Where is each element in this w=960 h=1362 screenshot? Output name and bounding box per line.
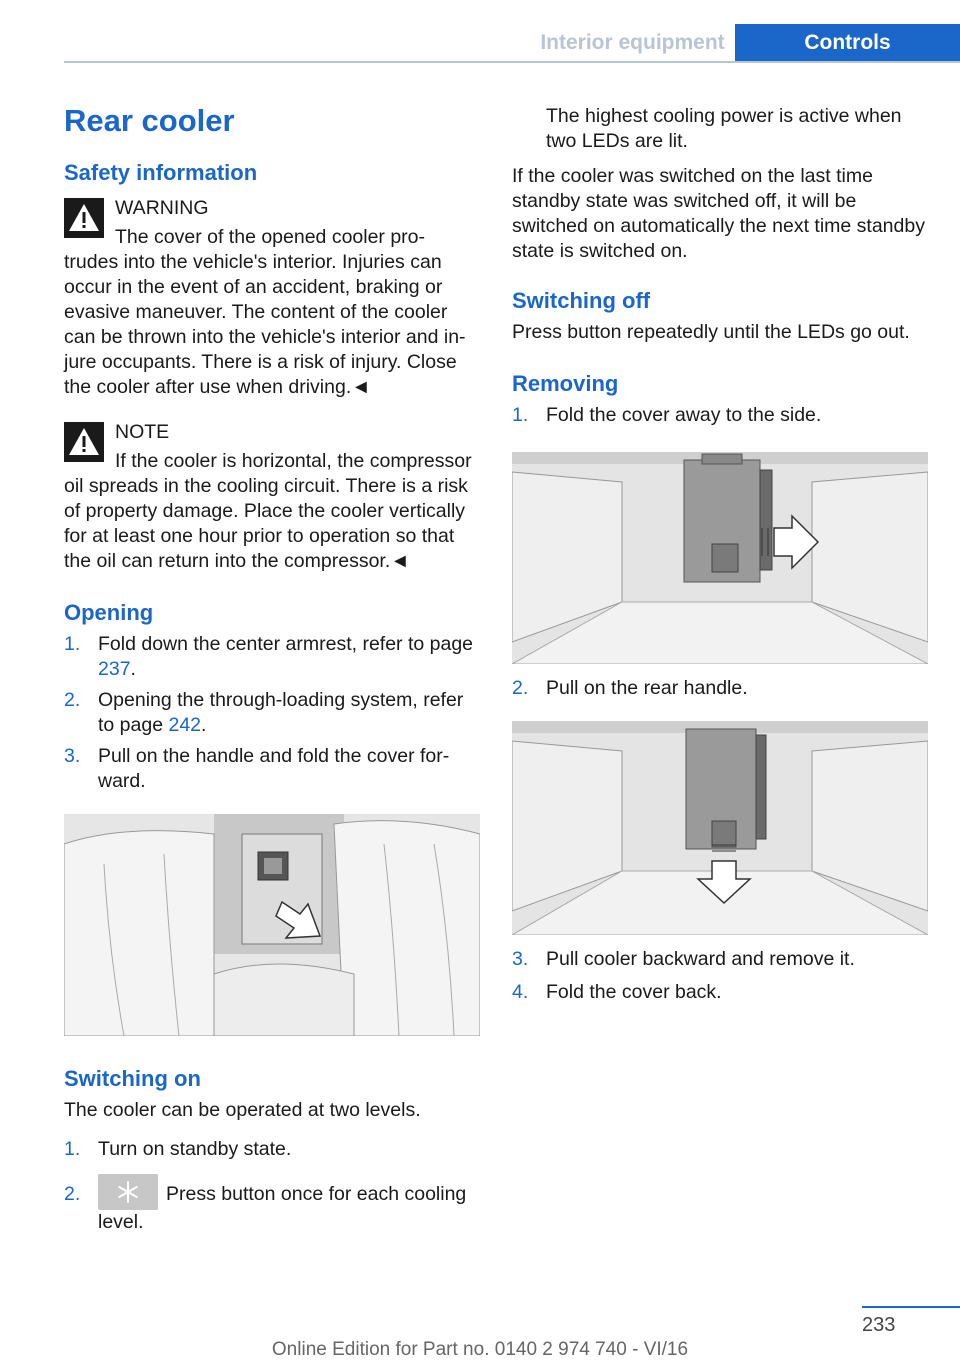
- header-nav: [530, 24, 960, 62]
- step-text: Pull on the rear handle.: [546, 677, 748, 699]
- header-divider: [64, 61, 960, 63]
- snowflake-icon: [98, 1174, 158, 1210]
- list-item: [64, 632, 482, 682]
- step-number: 2.: [64, 689, 81, 711]
- note-text: oil spreads in the cooling circuit. There is a risk of property damage. Place the cooler vertically for at least one hour prior to operation so that the oil can return into the compressor.◄: [64, 475, 468, 572]
- cooling-level-continued: The highest cooling power is active when two LEDs are lit.: [546, 105, 902, 152]
- step-text: Fold the cover away to the side.: [546, 404, 822, 426]
- step-number: 3.: [64, 745, 81, 767]
- page-number: 233: [862, 1314, 896, 1336]
- footer-divider: [862, 1306, 960, 1308]
- step-number: 1.: [512, 404, 529, 426]
- step-text: Pull cooler backward and remove it.: [546, 948, 855, 970]
- switching-on-steps: [64, 1137, 482, 1235]
- page-link-237[interactable]: 237: [98, 658, 131, 680]
- right-column: [512, 104, 930, 1005]
- page-title: Rear cooler: [64, 103, 235, 138]
- note-label: NOTE: [115, 421, 170, 443]
- cooler-fold-side-illustration: [512, 452, 928, 664]
- list-item: [512, 676, 930, 701]
- step-text: Pull on the handle and fold the cover for‐ ward.: [98, 745, 450, 792]
- step-number: 3.: [512, 948, 529, 970]
- list-item: [512, 947, 930, 972]
- removing-steps-b: [512, 676, 930, 701]
- step-number: 2.: [64, 1183, 81, 1205]
- list-item: [64, 744, 482, 794]
- opening-heading: Opening: [64, 600, 154, 625]
- switching-off-text: Press button repeatedly until the LEDs go out.: [512, 321, 910, 343]
- removing-steps-a: [512, 403, 930, 428]
- step-number: 1.: [64, 633, 81, 655]
- warning-label: WARNING: [115, 197, 209, 219]
- warning-text-first-line: The cover of the opened cooler pro‐: [115, 226, 426, 248]
- warning-text: trudes into the vehicle's interior. Injuries can occur in the event of an accident, braking or evasive maneuver. The content of the cooler can be thrown into the vehicle's interior and in‐ jure occupants. There is a risk of injury. Close the cooler after use when driving.◄: [64, 251, 466, 398]
- list-item: [512, 403, 930, 428]
- safety-heading: Safety information: [64, 160, 258, 185]
- header-section-label[interactable]: Interior equipment: [540, 31, 725, 54]
- step-number: 2.: [512, 677, 529, 699]
- armrest-cover-illustration: [64, 814, 480, 1036]
- list-item: [64, 688, 482, 738]
- step-text: Press button once for each cooling level.: [98, 1183, 467, 1233]
- cooler-pull-handle-illustration: [512, 721, 928, 935]
- warning-triangle-icon: [64, 198, 104, 238]
- note-triangle-icon: [64, 422, 104, 462]
- list-item: [64, 1137, 482, 1162]
- step-number: 1.: [64, 1138, 81, 1160]
- footer-edition: Online Edition for Part no. 0140 2 974 740 - VI/16: [271, 1339, 689, 1360]
- step-text-end: .: [201, 714, 207, 736]
- cooling-button-icon: [98, 1174, 158, 1210]
- page-link-242[interactable]: 242: [168, 714, 202, 736]
- removing-heading: Removing: [512, 371, 619, 396]
- opening-steps: [64, 632, 482, 794]
- left-column: [64, 100, 482, 1235]
- list-item: [512, 980, 930, 1005]
- step-text: Opening the through-loading system, refer to page: [98, 689, 464, 736]
- header-chapter-tab[interactable]: Controls: [735, 24, 960, 62]
- switching-off-heading: Switching off: [512, 288, 651, 313]
- list-item: [64, 1174, 482, 1235]
- note-notice: [64, 420, 482, 574]
- switching-on-heading: Switching on: [64, 1066, 201, 1091]
- removing-steps-c: [512, 947, 930, 1005]
- warning-notice: [64, 196, 482, 400]
- step-text-end: .: [130, 658, 136, 680]
- step-text: Turn on standby state.: [98, 1138, 292, 1160]
- step-text: Fold down the center armrest, refer to page: [98, 633, 474, 655]
- auto-switch-text: If the cooler was switched on the last time standby state was switched off, it will be switched on automatically the next time standby state is switched on.: [512, 165, 925, 262]
- switching-on-intro: The cooler can be operated at two levels.: [64, 1099, 421, 1121]
- note-text-first-line: If the cooler is horizontal, the compressor: [115, 450, 472, 472]
- step-number: 4.: [512, 981, 529, 1003]
- step-text: Fold the cover back.: [546, 981, 722, 1003]
